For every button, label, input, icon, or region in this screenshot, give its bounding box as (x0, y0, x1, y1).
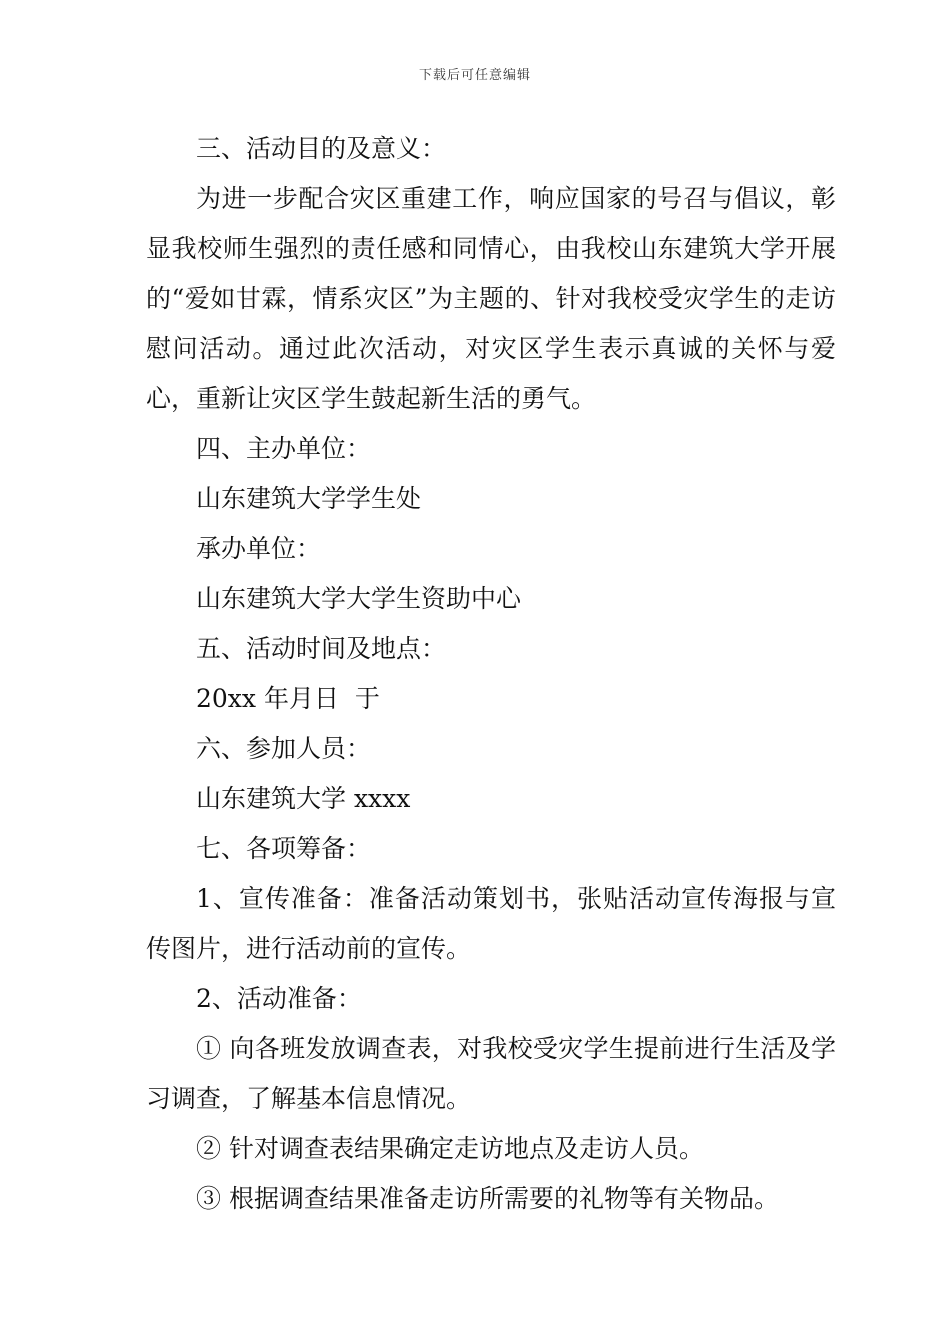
section7-heading: 七、各项筹备： (196, 834, 372, 863)
co-organizer-label: 承办单位： (196, 534, 322, 563)
participants-text: 山东建筑大学 xxxx (196, 784, 411, 813)
co-organizer-text: 山东建筑大学大学生资助中心 (196, 584, 522, 613)
prep1-paragraph: 1、宣传准备：准备活动策划书，张贴活动宣传海报与宣传图片，进行活动前的宣传。 (146, 884, 836, 963)
section6-heading: 六、参加人员： (196, 734, 372, 763)
time-place-text: 20xx 年月日 于 (196, 684, 380, 713)
prep2-item3-text: ③ 根据调查结果准备走访所需要的礼物等有关物品。 (196, 1184, 779, 1213)
document-body (146, 124, 836, 1224)
section3-heading: 三、活动目的及意义： (196, 134, 447, 163)
prep2-item1-paragraph: ① 向各班发放调查表，对我校受灾学生提前进行生活及学习调查，了解基本信息情况。 (146, 1034, 836, 1113)
prep2-heading: 2、活动准备： (196, 984, 362, 1013)
page-header-note: 下载后可任意编辑 (418, 68, 531, 83)
organizer-text: 山东建筑大学学生处 (196, 484, 422, 513)
section4-heading: 四、主办单位： (196, 434, 372, 463)
prep2-item2-text: ② 针对调查表结果确定走访地点及走访人员。 (196, 1134, 704, 1163)
section5-heading: 五、活动时间及地点： (196, 634, 447, 663)
section3-paragraph: 为进一步配合灾区重建工作，响应国家的号召与倡议，彰显我校师生强烈的责任感和同情心，由我校山东建筑大学开展的“爱如甘霖，情系灾区”为主题的、针对我校受灾学生的走访慰问活动。通过此次活动，对灾区学生表示真诚的关怀与爱心，重新让灾区学生鼓起新生活的勇气。 (146, 184, 836, 413)
